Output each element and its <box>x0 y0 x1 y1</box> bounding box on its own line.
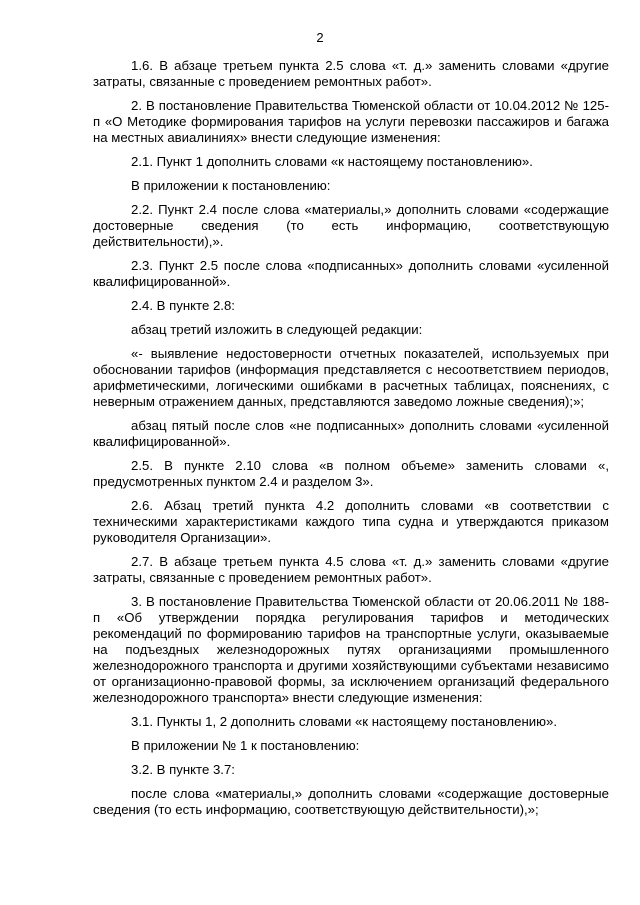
paragraph-appendix-1-heading: В приложении № 1 к постановлению: <box>131 738 360 753</box>
document-body <box>93 58 609 818</box>
paragraph-2-7: 2.7. В абзаце третьем пункта 4.5 слова «т. д.» заменить словами «другие затраты, связанные с проведением ремонтных работ». <box>93 554 609 585</box>
paragraph-2-6: 2.6. Абзац третий пункта 4.2 дополнить словами «в соответствии с техническими характеристиками каждого типа судна и утверждаются приказом руководителя Организации». <box>93 498 609 545</box>
page-number: 2 <box>316 30 324 45</box>
paragraph-2-1: 2.1. Пункт 1 дополнить словами «к настоящему постановлению». <box>131 154 533 169</box>
paragraph-abzac-tretiy: абзац третий изложить в следующей редакции: <box>131 322 423 337</box>
paragraph-quote-vyyavlenie: «- выявление недостоверности отчетных показателей, используемых при обосновании тарифов (информация представляется с несоответствием периодов, арифметическими, логическими ошибками в расчетных таблицах, пояснениях, с неверным отражением данных, представляются заведомо ложные сведения);»; <box>93 346 609 409</box>
paragraph-2-2: 2.2. Пункт 2.4 после слова «материалы,» дополнить словами «содержащие достоверные сведения (то есть информацию, соответствующую действительности),». <box>93 202 609 249</box>
paragraph-appendix-heading: В приложении к постановлению: <box>131 178 331 193</box>
paragraph-2-4: 2.4. В пункте 2.8: <box>131 298 235 313</box>
paragraph-1-6: 1.6. В абзаце третьем пункта 2.5 слова «т. д.» заменить словами «другие затраты, связанные с проведением ремонтных работ». <box>93 58 609 89</box>
paragraph-2: 2. В постановление Правительства Тюменской области от 10.04.2012 № 125-п «О Методике формирования тарифов на услуги перевозки пассажиров и багажа на местных авиалиниях» внести следующие изменения: <box>93 98 609 145</box>
paragraph-2-3: 2.3. Пункт 2.5 после слова «подписанных» дополнить словами «усиленной квалифицированной». <box>93 258 609 289</box>
paragraph-3-2: 3.2. В пункте 3.7: <box>131 762 235 777</box>
paragraph-3: 3. В постановление Правительства Тюменской области от 20.06.2011 № 188-п «Об утверждении порядка регулирования тарифов и методических рекомендаций по формированию тарифов на транспортные услуги, оказываемые на подъездных железнодорожных путях организациями промышленного железнодорожного транспорта и другими хозяйствующими субъектами независимо от организационно-правовой формы, за исключением организаций федерального железнодорожного транспорта» внести следующие изменения: <box>93 594 609 705</box>
paragraph-posle-slova: после слова «материалы,» дополнить словами «содержащие достоверные сведения (то есть информацию, соответствующую действительности),»; <box>93 786 609 817</box>
paragraph-3-1: 3.1. Пункты 1, 2 дополнить словами «к настоящему постановлению». <box>131 714 558 729</box>
paragraph-2-5: 2.5. В пункте 2.10 слова «в полном объеме» заменить словами «, предусмотренных пунктом 2.4 и разделом 3». <box>93 458 609 489</box>
paragraph-abzac-pyatyy: абзац пятый после слов «не подписанных» дополнить словами «усиленной квалифицированной». <box>93 418 609 449</box>
